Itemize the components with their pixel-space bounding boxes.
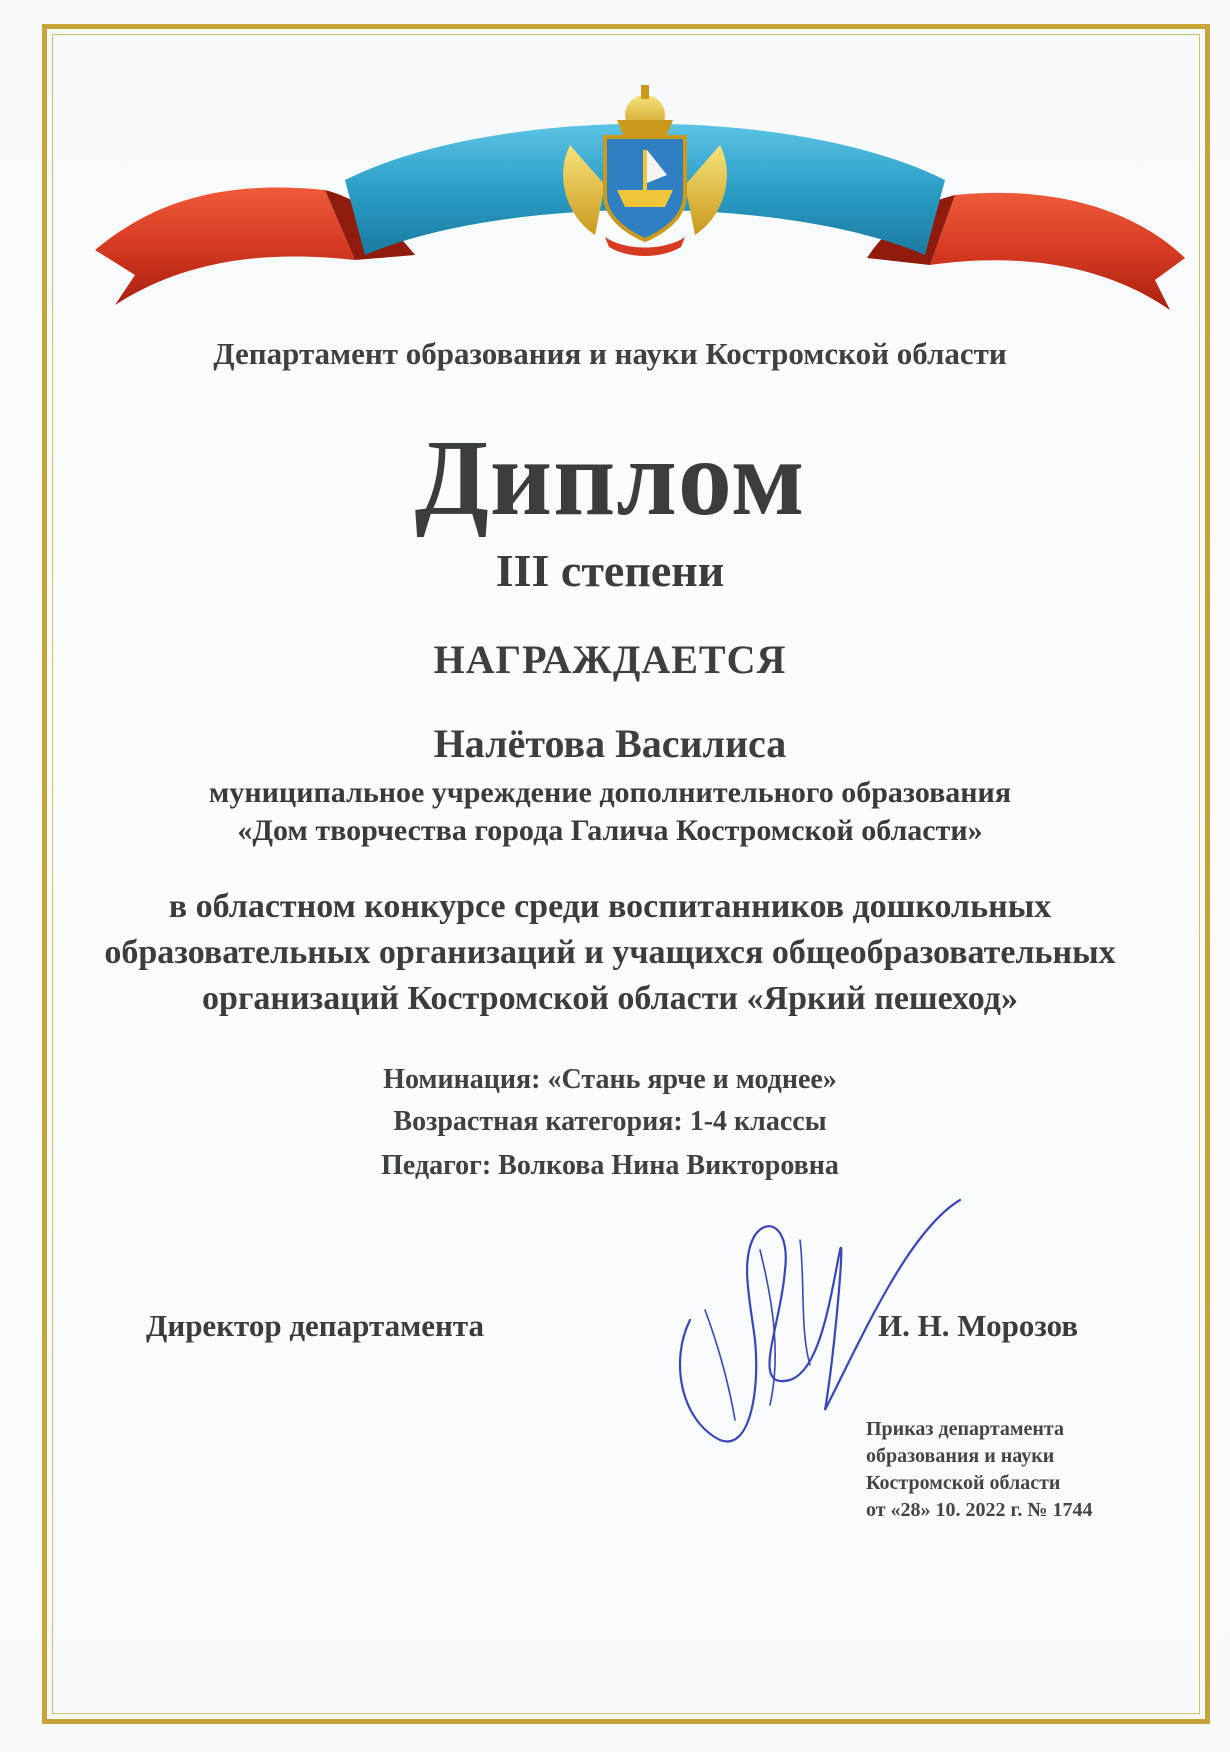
red-ribbon-right — [930, 193, 1185, 310]
director-name: И. Н. Морозов — [878, 1308, 1079, 1343]
contest-line-2: образовательных организаций и учащихся общеобразовательных — [104, 934, 1116, 971]
director-title: Директор департамента — [146, 1308, 484, 1343]
order-line-4: от «28» 10. 2022 г. № 1744 — [866, 1499, 1093, 1521]
recipient-name: Налётова Василиса — [433, 721, 787, 766]
teacher: Педагог: Волкова Нина Викторовна — [381, 1150, 839, 1181]
coat-of-arms — [563, 85, 727, 256]
contest-line-1: в областном конкурсе среди воспитанников дошкольных — [168, 888, 1052, 925]
order-reference — [866, 1416, 1092, 1524]
order-line-1: Приказ департамента — [866, 1418, 1064, 1440]
red-ribbon-left — [95, 188, 355, 306]
order-line-2: образования и науки — [866, 1445, 1055, 1467]
awarded-heading: НАГРАЖДАЕТСЯ — [433, 637, 787, 682]
nomination: Номинация: «Стань ярче и моднее» — [383, 1064, 837, 1095]
institution-line-1: муниципальное учреждение дополнительного образования — [208, 776, 1012, 809]
ribbon-banner-with-coat-of-arms — [95, 80, 1195, 340]
diploma-degree: III степени — [495, 545, 725, 596]
order-line-3: Костромской области — [866, 1472, 1061, 1494]
department-name: Департамент образования и науки Костромской области — [213, 336, 1007, 371]
age-category: Возрастная категория: 1-4 классы — [393, 1106, 827, 1137]
diploma-title: Диплом — [414, 419, 806, 538]
contest-line-3: организаций Костромской области «Яркий пешеход» — [202, 980, 1018, 1017]
institution-line-2: «Дом творчества города Галича Костромской области» — [237, 814, 983, 847]
